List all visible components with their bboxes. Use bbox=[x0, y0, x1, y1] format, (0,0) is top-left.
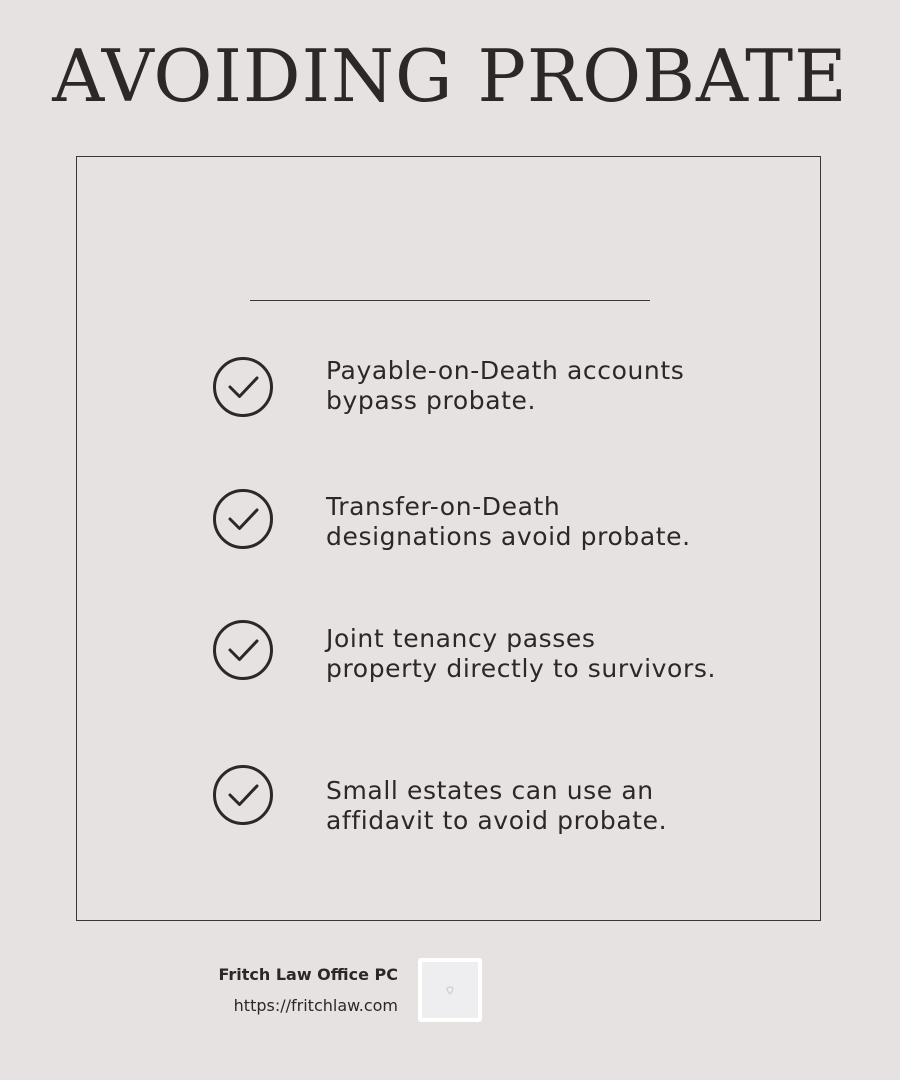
list-item-text: Joint tenancy passes property directly to survivors. bbox=[326, 624, 716, 683]
logo-placeholder bbox=[422, 962, 478, 1018]
firm-logo-icon bbox=[445, 985, 455, 995]
check-circle-icon bbox=[212, 764, 274, 826]
firm-logo bbox=[418, 958, 482, 1022]
list-item bbox=[212, 488, 772, 552]
check-circle-icon bbox=[212, 356, 274, 418]
divider-line bbox=[250, 300, 650, 301]
firm-url-link[interactable]: https://fritchlaw.com bbox=[233, 996, 398, 1015]
list-item-text: Small estates can use an affidavit to avoid probate. bbox=[326, 776, 668, 835]
list-item-text: Transfer-on-Death designations avoid probate. bbox=[326, 492, 691, 551]
list-item bbox=[212, 619, 772, 683]
list-item-text: Payable-on-Death accounts bypass probate. bbox=[326, 356, 685, 415]
page-title: AVOIDING PROBATE bbox=[52, 34, 848, 118]
check-circle-icon bbox=[212, 488, 274, 550]
list-item bbox=[212, 764, 772, 835]
list-item bbox=[212, 356, 772, 420]
firm-name: Fritch Law Office PC bbox=[218, 965, 398, 984]
check-circle-icon bbox=[212, 619, 274, 681]
